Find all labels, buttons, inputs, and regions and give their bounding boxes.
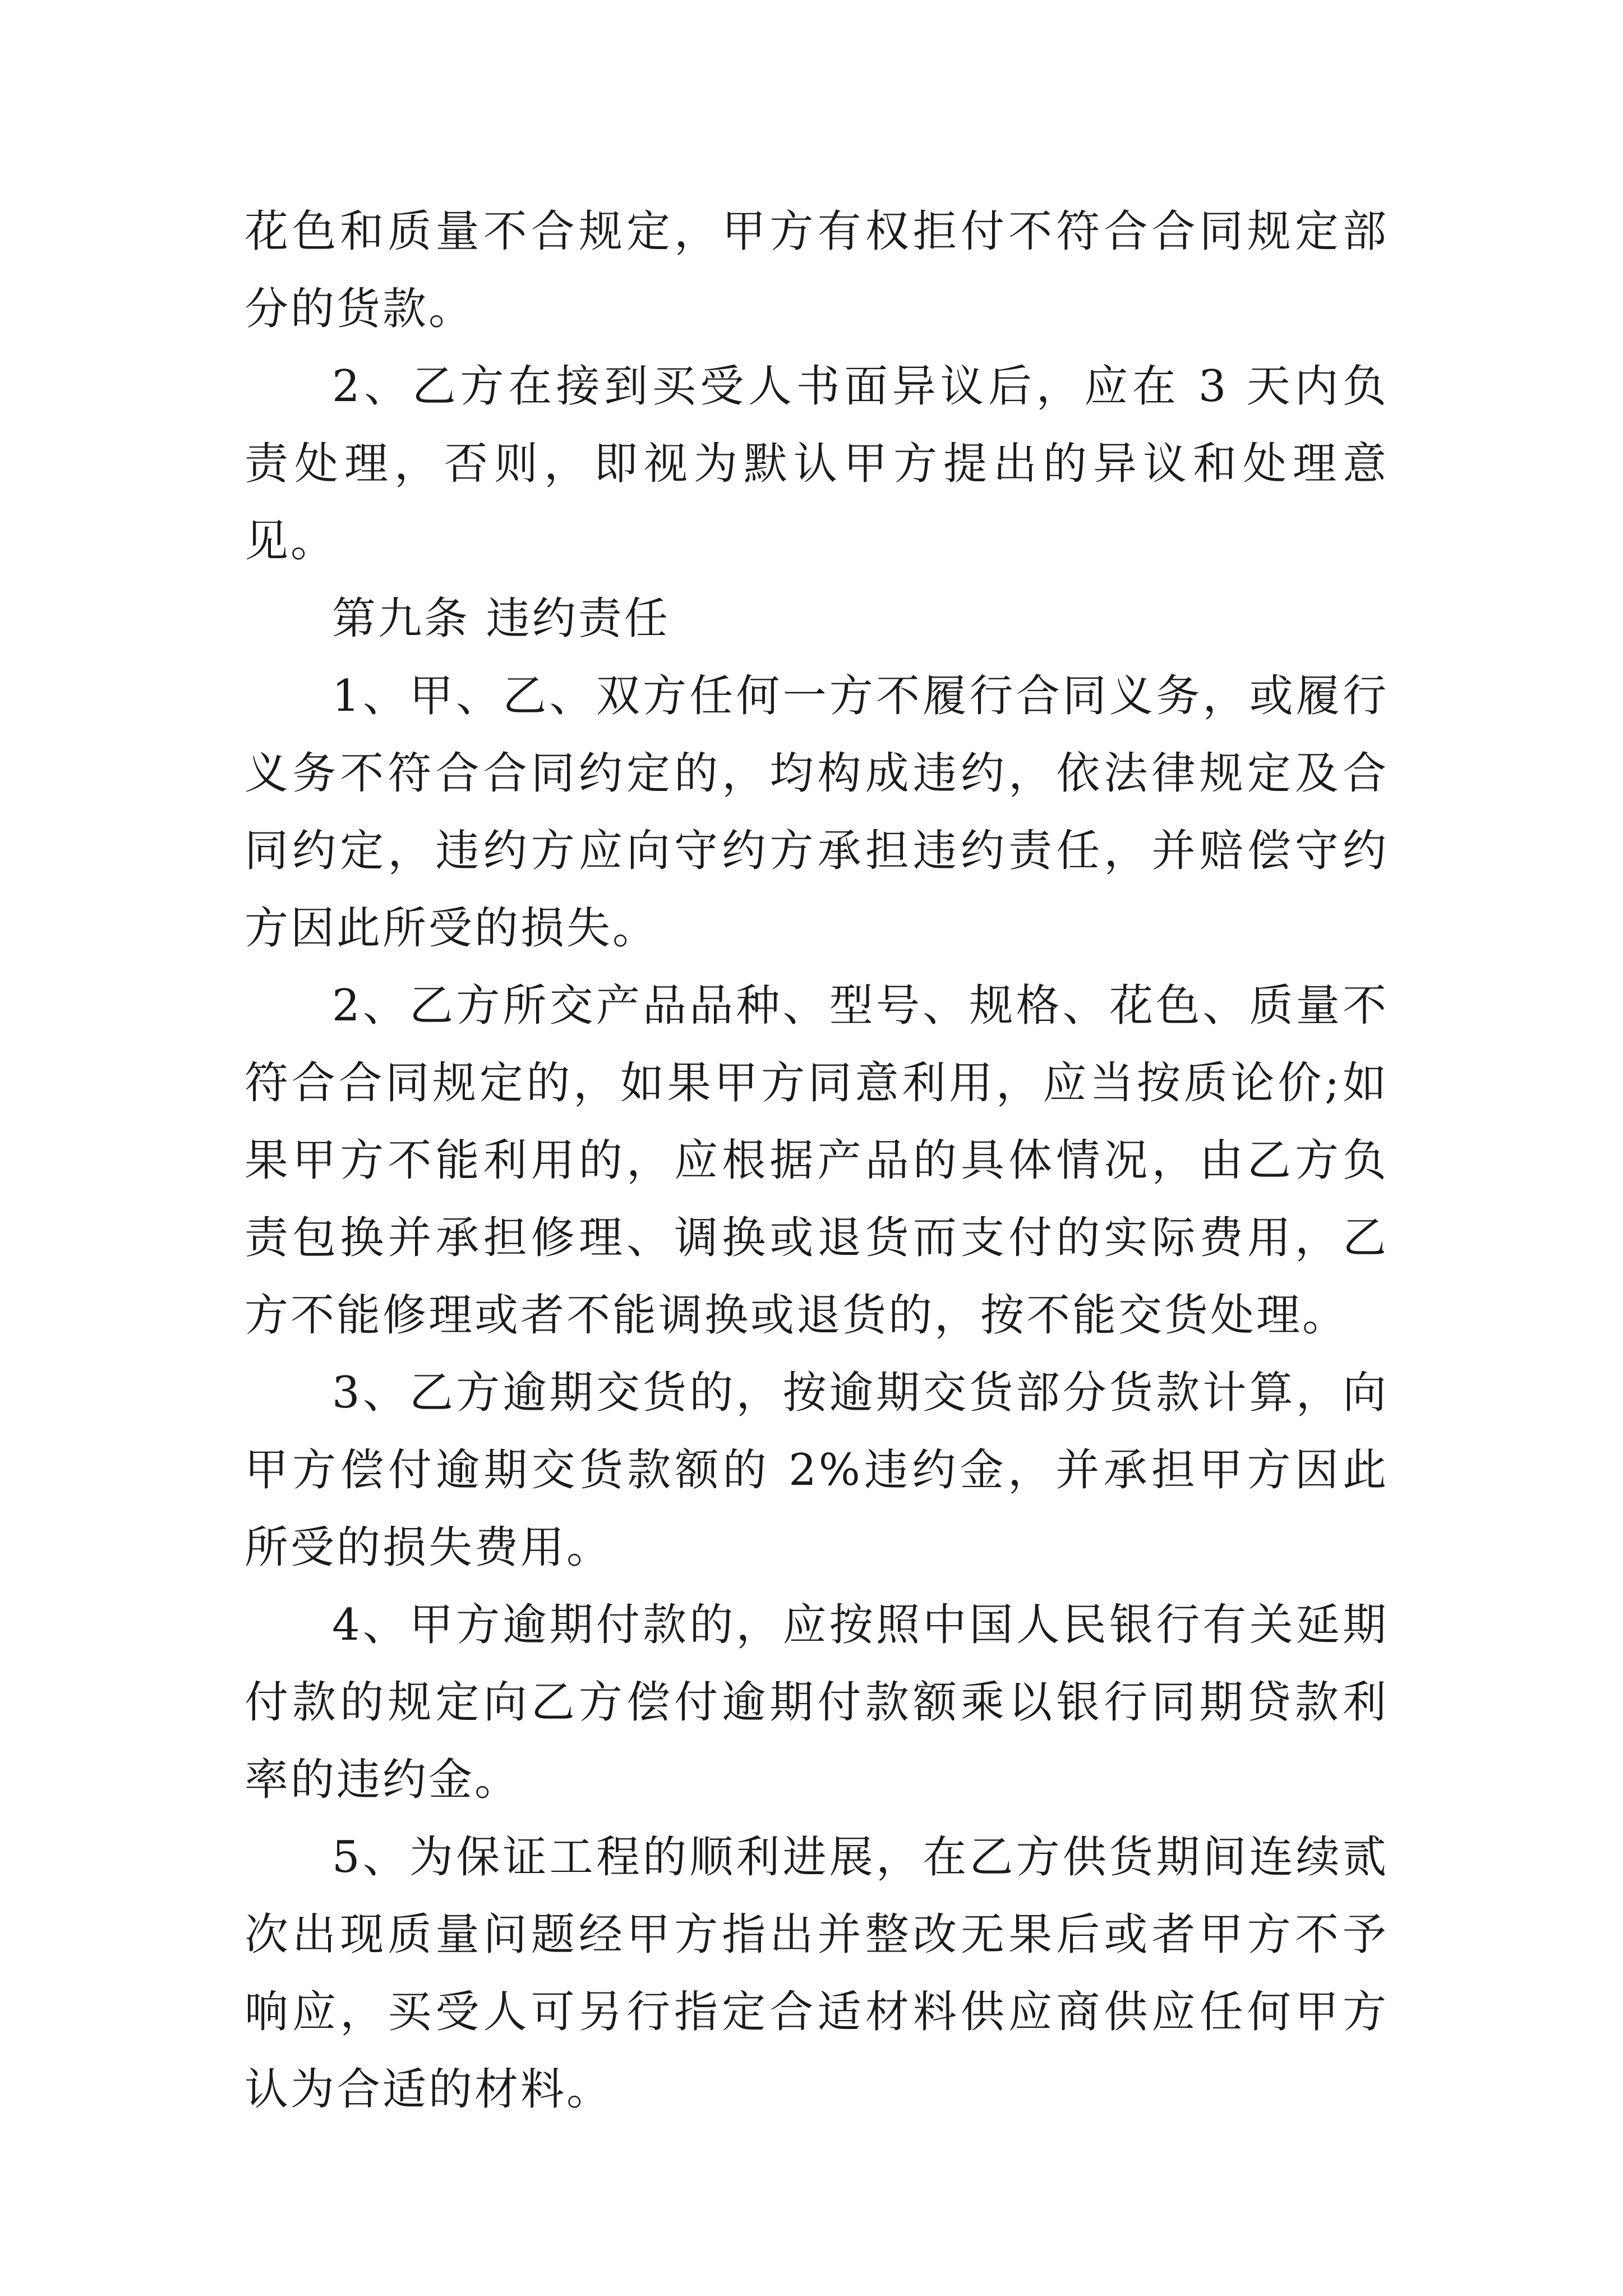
paragraph-clause-9-4: 4、甲方逾期付款的，应按照中国人民银行有关延期付款的规定向乙方偿付逾期付款额乘以银行同期贷款利率的违约金。 [245,1600,1389,1805]
paragraph-clause-8-2: 2、乙方在接到买受人书面异议后，应在 3 天内负责处理，否则，即视为默认甲方提出的异议和处理意见。 [245,361,1389,567]
document-body [245,193,1389,2128]
paragraph-continued: 花色和质量不合规定，甲方有权拒付不符合合同规定部分的货款。 [245,206,1389,334]
paragraph-clause-9-3: 3、乙方逾期交货的，按逾期交货部分货款计算，向甲方偿付逾期交货款额的 2%违约金，并承担甲方因此所受的损失费用。 [245,1368,1389,1573]
paragraph-clause-9-2: 2、乙方所交产品品种、型号、规格、花色、质量不符合合同规定的，如果甲方同意利用，应当按质论价;如果甲方不能利用的，应根据产品的具体情况，由乙方负责包换并承担修理、调换或退货而支付的实际费用，乙方不能修理或者不能调换或退货的，按不能交货处理。 [245,981,1389,1341]
paragraph-clause-9-5: 5、为保证工程的顺利进展，在乙方供货期间连续贰次出现质量问题经甲方指出并整改无果后或者甲方不予响应，买受人可另行指定合适材料供应商供应任何甲方认为合适的材料。 [245,1832,1389,2115]
paragraph-clause-9-1: 1、甲、乙、双方任何一方不履行合同义务，或履行义务不符合合同约定的，均构成违约，依法律规定及合同约定，违约方应向守约方承担违约责任，并赔偿守约方因此所受的损失。 [245,671,1389,954]
section-heading-article-9: 第九条 违约责任 [332,593,670,644]
